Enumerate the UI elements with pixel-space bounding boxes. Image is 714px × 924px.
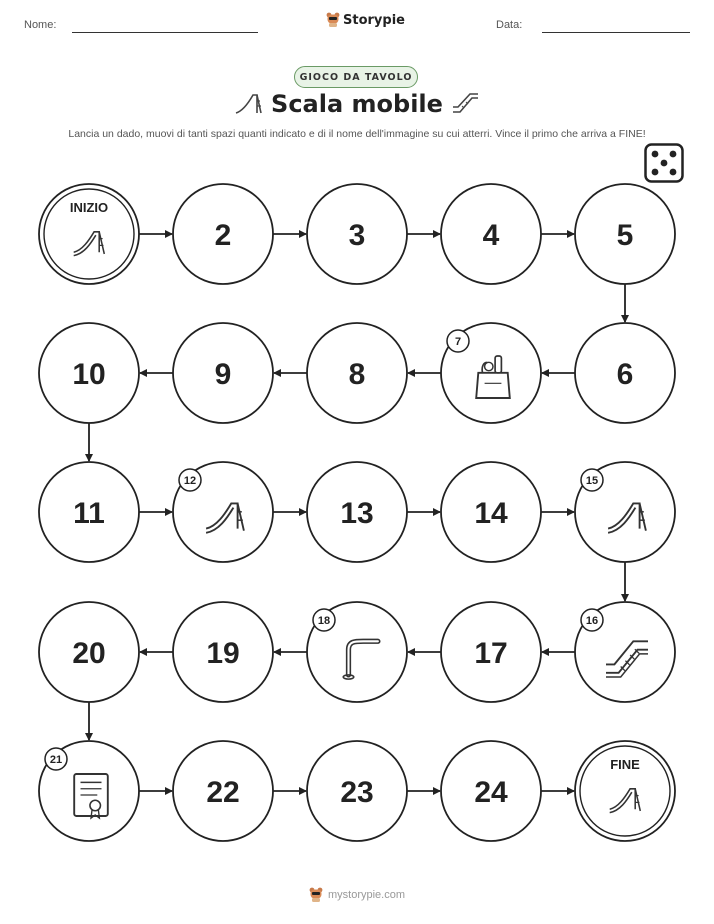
space-number: 8 (348, 358, 366, 391)
board-space-18[interactable] (307, 602, 407, 702)
space-number: 2 (214, 219, 232, 252)
space-number: 4 (482, 219, 500, 252)
space-number: 13 (340, 497, 374, 530)
space-number: 19 (206, 637, 240, 670)
certificate-icon (74, 774, 108, 818)
space-number: 18 (317, 615, 331, 627)
board-space-24[interactable] (441, 741, 541, 841)
brand-name: Storypie (343, 12, 405, 28)
board-space-7[interactable] (441, 323, 541, 423)
board-space-25[interactable] (575, 741, 675, 841)
board-space-6[interactable] (575, 323, 675, 423)
space-number: 22 (206, 776, 240, 809)
board-space-13[interactable] (307, 462, 407, 562)
board-space-11[interactable] (39, 462, 139, 562)
board-space-4[interactable] (441, 184, 541, 284)
page-title: Scala mobile (271, 90, 443, 118)
board-space-16[interactable] (575, 602, 675, 702)
board-space-10[interactable] (39, 323, 139, 423)
board-space-9[interactable] (173, 323, 273, 423)
space-number: 16 (585, 615, 599, 627)
space-number: 12 (183, 475, 197, 487)
board-space-1[interactable] (39, 184, 139, 284)
space-number: 10 (72, 358, 106, 391)
board-space-19[interactable] (173, 602, 273, 702)
footer-url[interactable]: mystorypie.com (327, 889, 406, 901)
footer (0, 887, 714, 903)
space-number: 7 (454, 336, 462, 348)
board-space-23[interactable] (307, 741, 407, 841)
space-number: 17 (474, 637, 508, 670)
board-space-21[interactable] (39, 741, 139, 841)
board-space-5[interactable] (575, 184, 675, 284)
footer-mascot-icon (309, 887, 323, 903)
space-number: 14 (474, 497, 508, 530)
space-number: 5 (616, 219, 634, 252)
space-number: 21 (49, 754, 63, 766)
board-space-2[interactable] (173, 184, 273, 284)
category-badge: GIOCO DA TAVOLO (294, 66, 418, 88)
space-number: 3 (348, 219, 366, 252)
space-number: 9 (214, 358, 232, 391)
board-space-8[interactable] (307, 323, 407, 423)
space-number: 24 (474, 776, 508, 809)
board-space-14[interactable] (441, 462, 541, 562)
space-number: 15 (585, 475, 599, 487)
board-space-3[interactable] (307, 184, 407, 284)
name-label: Nome: (24, 19, 57, 31)
board-space-20[interactable] (39, 602, 139, 702)
space-circle (575, 741, 675, 841)
space-label-start: INIZIO (69, 200, 109, 215)
space-label-end: FINE (610, 757, 640, 772)
space-circle (39, 184, 139, 284)
space-number: 20 (72, 637, 106, 670)
space-number: 11 (73, 497, 105, 530)
board-space-22[interactable] (173, 741, 273, 841)
board-space-12[interactable] (173, 462, 273, 562)
board-space-17[interactable] (441, 602, 541, 702)
space-number: 23 (340, 776, 374, 809)
date-label: Data: (496, 19, 523, 31)
board-space-15[interactable] (575, 462, 675, 562)
space-number: 6 (616, 358, 634, 391)
instructions: Lancia un dado, muovi di tanti spazi quanti indicato e di il nome dell'immagine su cui atterri. Vince il primo che arriva a FINE! (68, 128, 646, 140)
